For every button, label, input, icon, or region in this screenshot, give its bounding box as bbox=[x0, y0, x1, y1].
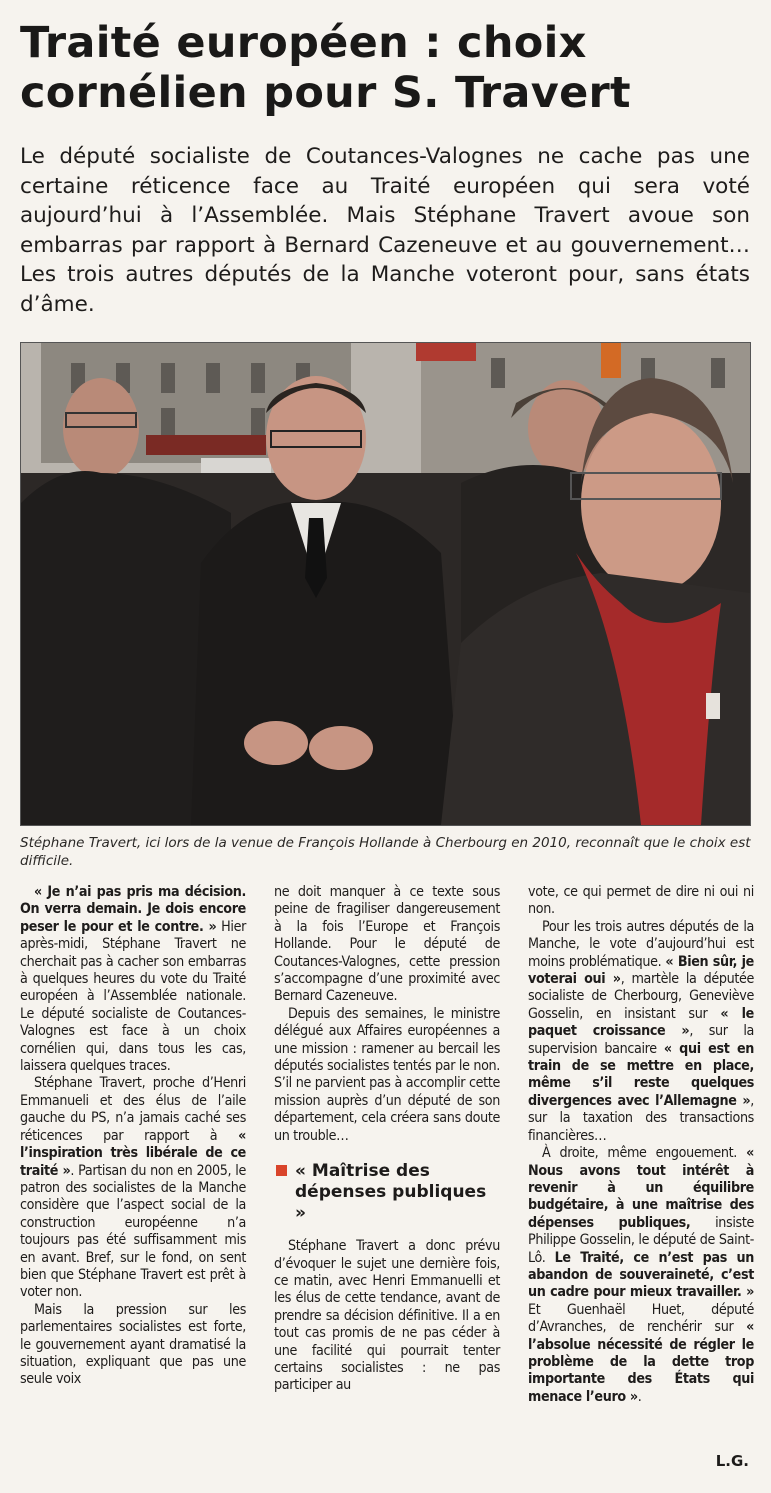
author-signature: L.G. bbox=[715, 1452, 749, 1470]
intertitle bbox=[274, 1161, 500, 1224]
article-column-3 bbox=[528, 884, 754, 1406]
article-column-1 bbox=[20, 884, 246, 1389]
paragraph: À droite, même engouement. « Nous avons tout intérêt à revenir à un équilibre budgétaire, à une maîtrise des dépenses publiques, insiste Philippe Gosselin, le député de Saint-Lô. Le Traité, ce n’est pas un abandon de souveraineté, c’est un cadre pour mieux travailler. » Et Guenhaël Huet, député d’Avranches, de renchérir sur « l’absolue nécessité de régler le problème de la dette trop importante des États qui menace l’euro ». bbox=[528, 1145, 755, 1405]
article-headline: Traité européen : choix cornélien pour S. Travert bbox=[20, 18, 631, 118]
quote-bold: « l’inspiration très libérale de ce traité » bbox=[20, 1127, 246, 1179]
quote-bold: « Je n’ai pas pris ma décision. On verra demain. Je dois encore peser le pour et le contre. » bbox=[20, 884, 246, 935]
photo-illustration bbox=[21, 343, 750, 825]
paragraph: Pour les trois autres députés de la Manche, le vote d’aujourd’hui est moins problématique. « Bien sûr, je voterai oui », martèle la députée socialiste de Cherbourg, Geneviève Gosselin, en insistant sur « le paquet croissance », sur la supervision bancaire « qui est en train de se mettre en place, même s’il reste quelques divergences avec l’Allemagne », sur la taxation des transactions financières… bbox=[528, 918, 755, 1144]
paragraph: « Je n’ai pas pris ma décision. On verra demain. Je dois encore peser le pour et le contre. » Hier après-midi, Stéphane Travert ne cherchait pas à cacher son embarras à quelques heures du vote du Traité européen à l’Assemblée nationale. Le député socialiste de Coutances-Valognes est face à un choix cornélien qui, dans tous les cas, laissera quelques traces. bbox=[20, 884, 246, 1075]
article-photo bbox=[20, 342, 751, 826]
paragraph: Mais la pression sur les parlementaires socialistes est forte, le gouvernement ayant dramatisé la situation, expliquant que pas une seule voix bbox=[20, 1301, 246, 1388]
article-standfirst: Le député socialiste de Coutances-Valognes ne cache pas une certaine réticence face au Traité européen qui sera voté aujourd’hui à l’Assemblée. Mais Stéphane Travert avoue son embarras par rapport à Bernard Cazeneuve et au gouvernement… Les trois autres députés de la Manche voteront pour, sans états d’âme. bbox=[20, 144, 750, 317]
article-column-2 bbox=[274, 884, 500, 1395]
paragraph: Depuis des semaines, le ministre délégué aux Affaires européennes a une mission : ramener au bercail les députés socialistes tentés par le non. S’il ne parvient pas à accomplir cette mission auprès d’un député de son département, cela créera sans doute un trouble… bbox=[274, 1005, 500, 1144]
paragraph: Stéphane Travert a donc prévu d’évoquer le sujet une dernière fois, ce matin, avec Henri Emmanuelli et les élus de cette tendance, avant de prendre sa décision définitive. Il a en tout cas promis de ne pas céder à une facilité qui pourrait tenter certains socialistes : ne pas participer au bbox=[274, 1238, 500, 1394]
paragraph: ne doit manquer à ce texte sous peine de fragiliser dangereusement à la fois l’Europe et François Hollande. Pour le député de Coutances-Valognes, cette pression s’accompagne d’une proximité avec Bernard Cazeneuve. bbox=[274, 884, 500, 1005]
paragraph: Stéphane Travert, proche d’Henri Emmanueli et des élus de l’aile gauche du PS, n’a jamais caché ses réticences par rapport à « l’inspiration très libérale de ce traité ». Partisan du non en 2005, le patron des socialistes de la Manche considère que l’aspect social de la construction européenne n’a toujours pas été suffisamment mis en avant. Bref, sur le fond, on sent bien que Stéphane Travert est prêt à voter non. bbox=[20, 1075, 246, 1301]
quote-bold: « Nous avons tout intérêt à revenir à un équilibre budgétaire, à une maîtrise des dépenses publiques, bbox=[528, 1145, 754, 1231]
quote-bold: « l’absolue nécessité de régler le problème de la dette trop importante des États qui menace l’euro » bbox=[528, 1319, 754, 1405]
quote-bold: « le paquet croissance » bbox=[528, 1005, 754, 1040]
quote-bold: « Bien sûr, je voterai oui » bbox=[528, 953, 754, 988]
red-square-icon bbox=[276, 1165, 287, 1176]
quote-bold: « qui est en train de se mettre en place, même s’il reste quelques divergences avec l’Allemagne » bbox=[528, 1040, 754, 1109]
intertitle-text: « Maîtrise des dépenses publiques » bbox=[295, 1161, 487, 1224]
photo-caption: Stéphane Travert, ici lors de la venue de François Hollande à Cherbourg en 2010, reconnaît que le choix est difficile. bbox=[20, 835, 751, 869]
paragraph: vote, ce qui permet de dire ni oui ni non. bbox=[528, 884, 754, 918]
quote-bold: Le Traité, ce n’est pas un abandon de souveraineté, c’est un cadre pour mieux travailler. » bbox=[528, 1249, 755, 1301]
